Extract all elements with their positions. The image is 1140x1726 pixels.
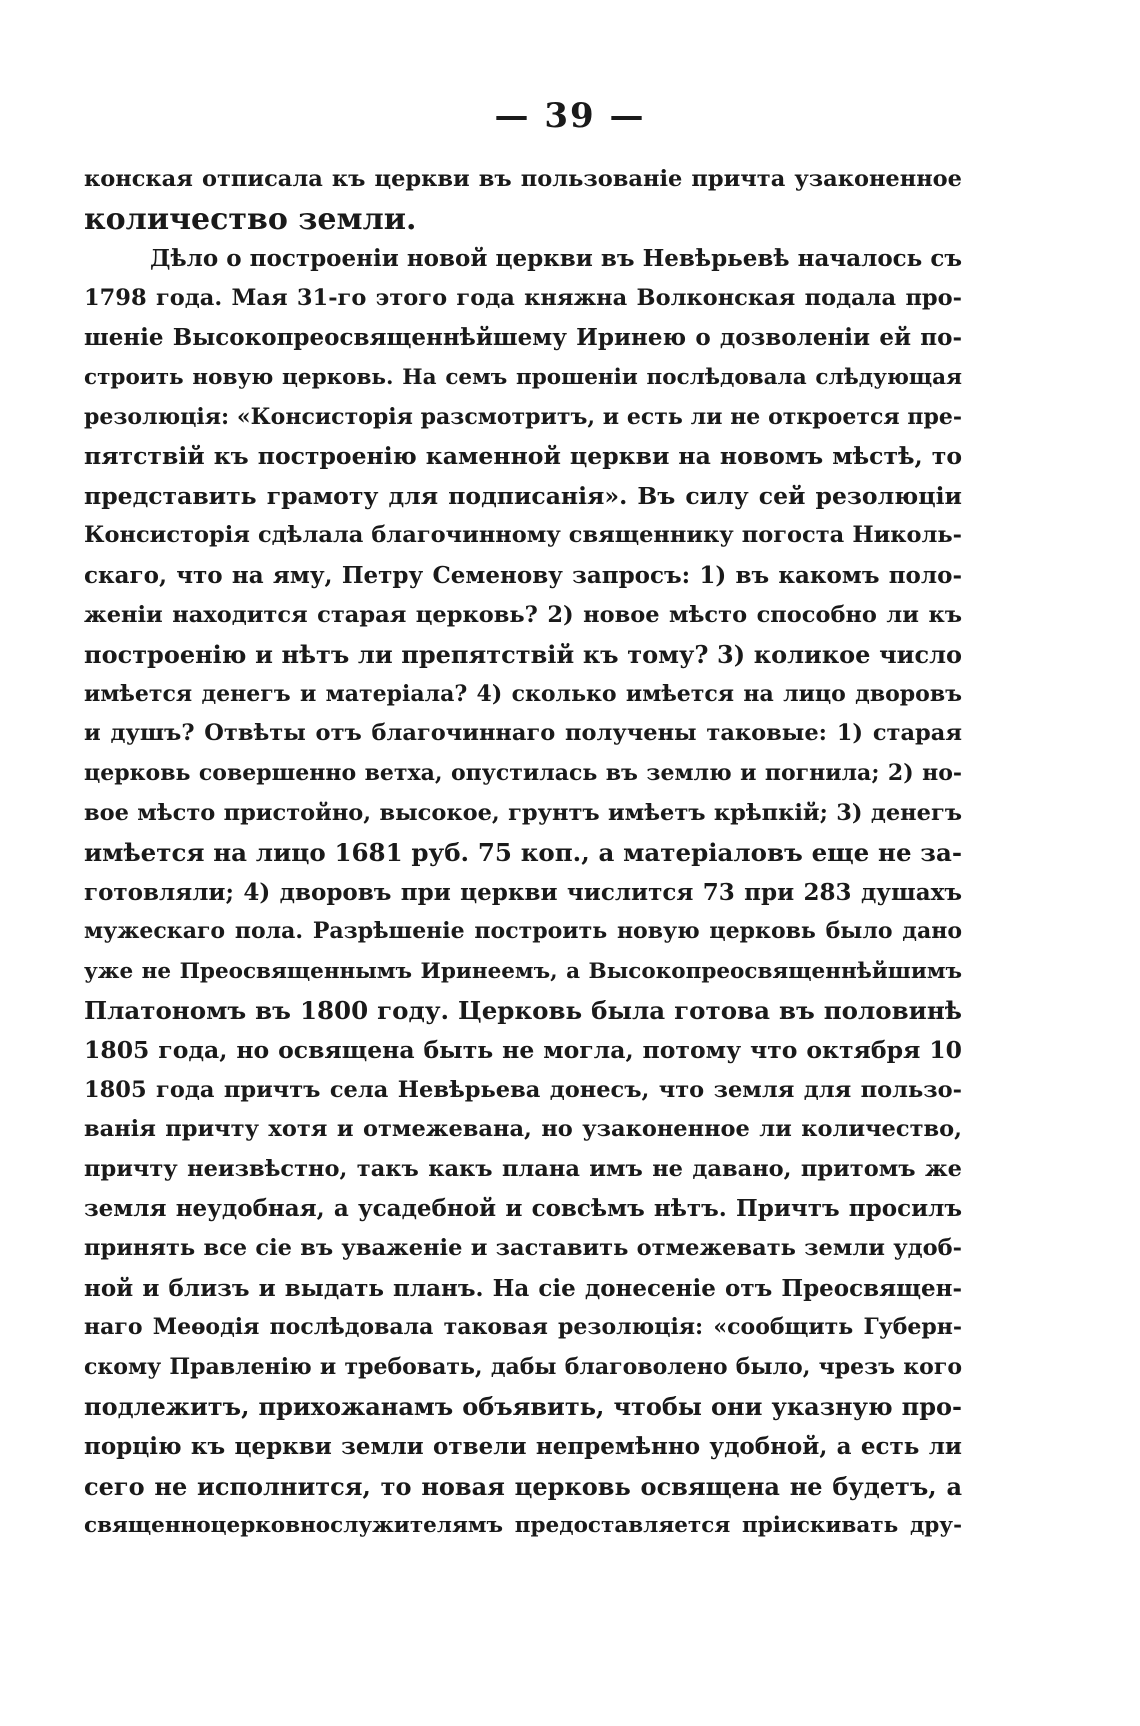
text-line: сего не исполнится, то новая церковь освящена не будетъ, а bbox=[84, 1471, 962, 1501]
text-line: скаго, что на яму, Петру Семенову запросъ: 1) въ какомъ поло- bbox=[84, 561, 962, 589]
text-line: представить грамоту для подписанія». Въ силу сей резолюціи bbox=[84, 481, 962, 510]
text-line: ванія причту хотя и отмежевана, но узаконенное ли количество, bbox=[84, 1116, 962, 1143]
text-line: 1805 года, но освящена быть не могла, потому что октября 10 bbox=[84, 1036, 962, 1065]
text-line: имѣется денегъ и матеріала? 4) сколько имѣется на лицо дворовъ bbox=[84, 680, 962, 707]
text-line: пятствій къ построенію каменной церкви на новомъ мѣстѣ, то bbox=[84, 442, 962, 471]
text-line: мужескаго пола. Разрѣшеніе построить новую церковь было дано bbox=[84, 918, 962, 945]
text-line: причту неизвѣстно, такъ какъ плана имъ не давано, притомъ же bbox=[84, 1155, 962, 1182]
text-line: Консисторія сдѣлала благочинному священнику погоста Николь- bbox=[84, 522, 962, 549]
text-line: подлежитъ, прихожанамъ объявить, чтобы они указную про- bbox=[84, 1392, 962, 1422]
text-line: готовляли; 4) дворовъ при церкви числится 73 при 283 душахъ bbox=[84, 878, 962, 906]
text-line: наго Меѳодія послѣдовала таковая резолюція: «сообщить Губерн- bbox=[84, 1314, 962, 1341]
text-line: и душъ? Отвѣты отъ благочиннаго получены таковые: 1) старая bbox=[84, 720, 962, 747]
text-line: 1798 года. Мая 31-го этого года княжна Волконская подала про- bbox=[84, 284, 962, 311]
page-number: — 39 — bbox=[494, 96, 646, 136]
text-line: 1805 года причтъ села Невѣрьева донесъ, что земля для пользо- bbox=[84, 1076, 962, 1103]
text-line: женіи находится старая церковь? 2) новое мѣсто способно ли къ bbox=[84, 601, 962, 628]
text-line: священноцерковнослужителямъ предоставляется пріискивать дру- bbox=[84, 1513, 962, 1539]
text-line: церковь совершенно ветха, опустилась въ землю и погнила; 2) но- bbox=[84, 759, 962, 786]
text-line: земля неудобная, а усадебной и совсѣмъ нѣтъ. Причтъ просилъ bbox=[84, 1195, 962, 1223]
text-line: строить новую церковь. На семъ прошеніи послѣдовала слѣдующая bbox=[84, 364, 962, 390]
text-line: принять все сіе въ уваженіе и заставить отмежевать земли удоб- bbox=[84, 1235, 962, 1262]
text-line: Платономъ въ 1800 году. Церковь была готова въ половинѣ bbox=[84, 996, 962, 1026]
body-text bbox=[84, 160, 962, 1546]
text-line: конская отписала къ церкви въ пользованіе причта узаконенное bbox=[84, 166, 962, 192]
text-line: шеніе Высокопреосвященнѣйшему Иринею о дозволеніи ей по- bbox=[84, 324, 962, 352]
text-line: Дѣло о построеніи новой церкви въ Невѣрьевѣ началось съ bbox=[150, 245, 962, 273]
text-line: ной и близъ и выдать планъ. На сіе донесеніе отъ Преосвящен- bbox=[84, 1274, 962, 1302]
text-line: скому Правленію и требовать, дабы благоволено было, чрезъ кого bbox=[84, 1353, 962, 1380]
text-line: вое мѣсто пристойно, высокое, грунтъ имѣетъ крѣпкій; 3) денегъ bbox=[84, 799, 962, 826]
text-line: уже не Преосвященнымъ Иринеемъ, а Высокопреосвященнѣйшимъ bbox=[84, 958, 962, 984]
text-line: имѣется на лицо 1681 руб. 75 коп., а матеріаловъ еще не за- bbox=[84, 838, 962, 868]
text-line: количество земли. bbox=[84, 201, 417, 237]
text-line: построенію и нѣтъ ли препятствій къ тому? 3) коликое число bbox=[84, 640, 962, 670]
text-line: порцію къ церкви земли отвели непремѣнно удобной, а есть ли bbox=[84, 1433, 962, 1460]
text-line: резолюція: «Консисторія разсмотритъ, и есть ли не откроется пре- bbox=[84, 403, 962, 430]
